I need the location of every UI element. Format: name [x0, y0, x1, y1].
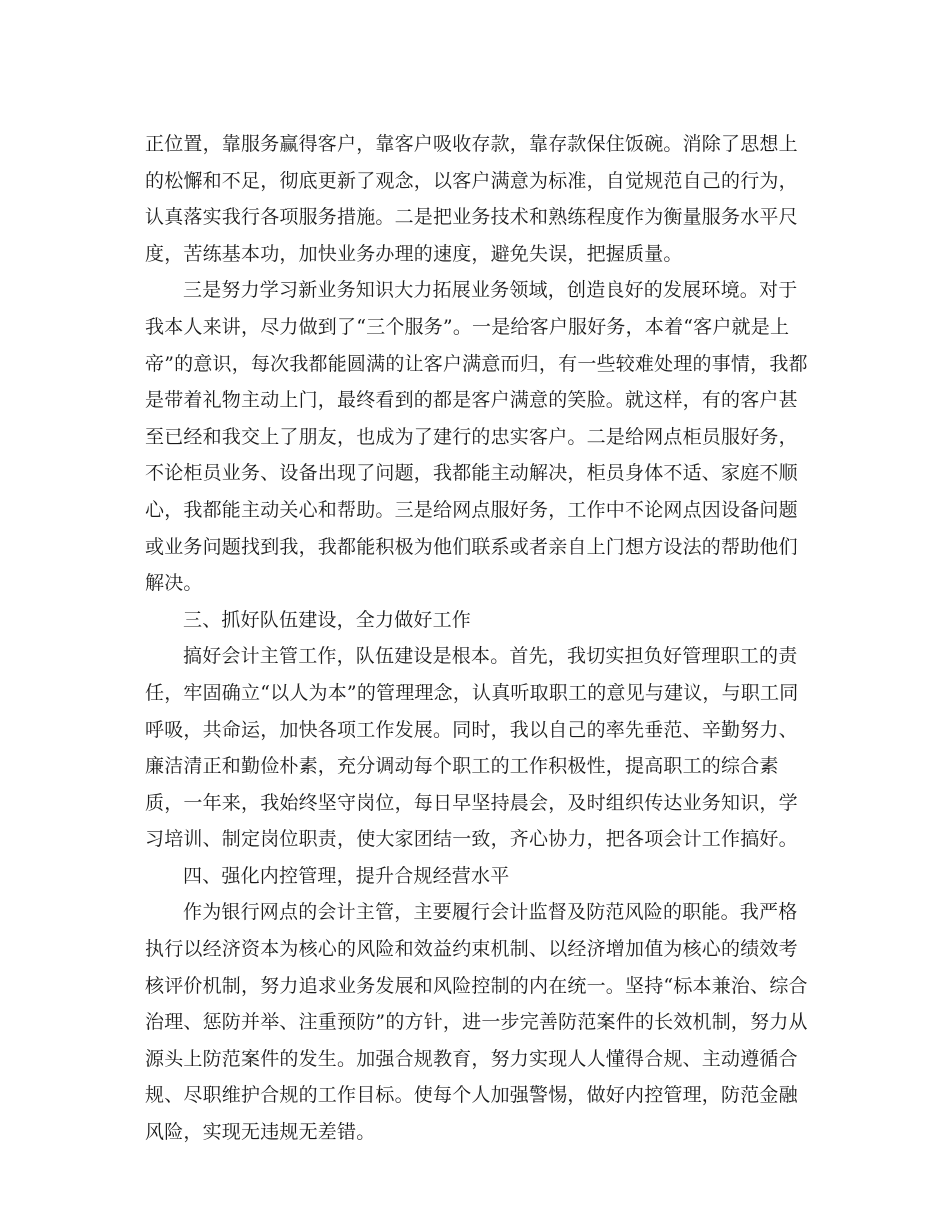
paragraph-three-services: 三是努力学习新业务知识大力拓展业务领域，创造良好的发展环境。对于我本人来讲，尽力做到了“三个服务”。一是给客户服好务，本着“客户就是上帝”的意识，每次我都能圆满的让客户满意而归，有一些较难处理的事情，我都是带着礼物主动上门，最终看到的都是客户满意的笑脸。就这样，有的客户甚至已经和我交上了朋友，也成为了建行的忠实客户。二是给网点柜员服好务，不论柜员业务、设备出现了问题，我都能主动解决，柜员身体不适、家庭不顺心，我都能主动关心和帮助。三是给网点服好务，工作中不论网点因设备问题或业务问题找到我，我都能积极为他们联系或者亲自上门想方设法的帮助他们解决。 — [145, 279, 808, 595]
paragraph-internal-control: 作为银行网点的会计主管，主要履行会计监督及防范风险的职能。我严格执行以经济资本为核心的风险和效益约束机制、以经济增加值为核心的绩效考核评价机制，努力追求业务发展和风险控制的内在统一。坚持“标本兼治、综合治理、惩防并举、注重预防”的方针，进一步完善防范案件的长效机制，努力从源头上防范案件的发生。加强合规教育，努力实现人人懂得合规、主动遵循合规、尽职维护合规的工作目标。使每个人加强警惕，做好内控管理，防范金融风险，实现无违规无差错。 — [145, 901, 808, 1144]
section-heading-internal-control: 四、强化内控管理，提升合规经营水平 — [183, 864, 510, 887]
document-body — [145, 126, 809, 1151]
paragraph-service-position: 正位置，靠服务赢得客户，靠客户吸收存款，靠存款保住饭碗。消除了思想上的松懈和不足，彻底更新了观念，以客户满意为标准，自觉规范自己的行为，认真落实我行各项服务措施。二是把业务技术和熟练程度作为衡量服务水平尺度，苦练基本功，加快业务办理的速度，避免失误，把握质量。 — [145, 133, 798, 265]
paragraph-team-building: 搞好会计主管工作，队伍建设是根本。首先，我切实担负好管理职工的责任，牢固确立“以人为本”的管理理念，认真听取职工的意见与建议，与职工同呼吸，共命运，加快各项工作发展。同时，我以自己的率先垂范、辛勤努力、廉洁清正和勤俭朴素，充分调动每个职工的工作积极性，提高职工的综合素质，一年来，我始终坚守岗位，每日早坚持晨会，及时组织传达业务知识，学习培训、制定岗位职责，使大家团结一致，齐心协力，把各项会计工作搞好。 — [145, 645, 799, 851]
section-heading-team-building: 三、抓好队伍建设，全力做好工作 — [183, 608, 472, 631]
